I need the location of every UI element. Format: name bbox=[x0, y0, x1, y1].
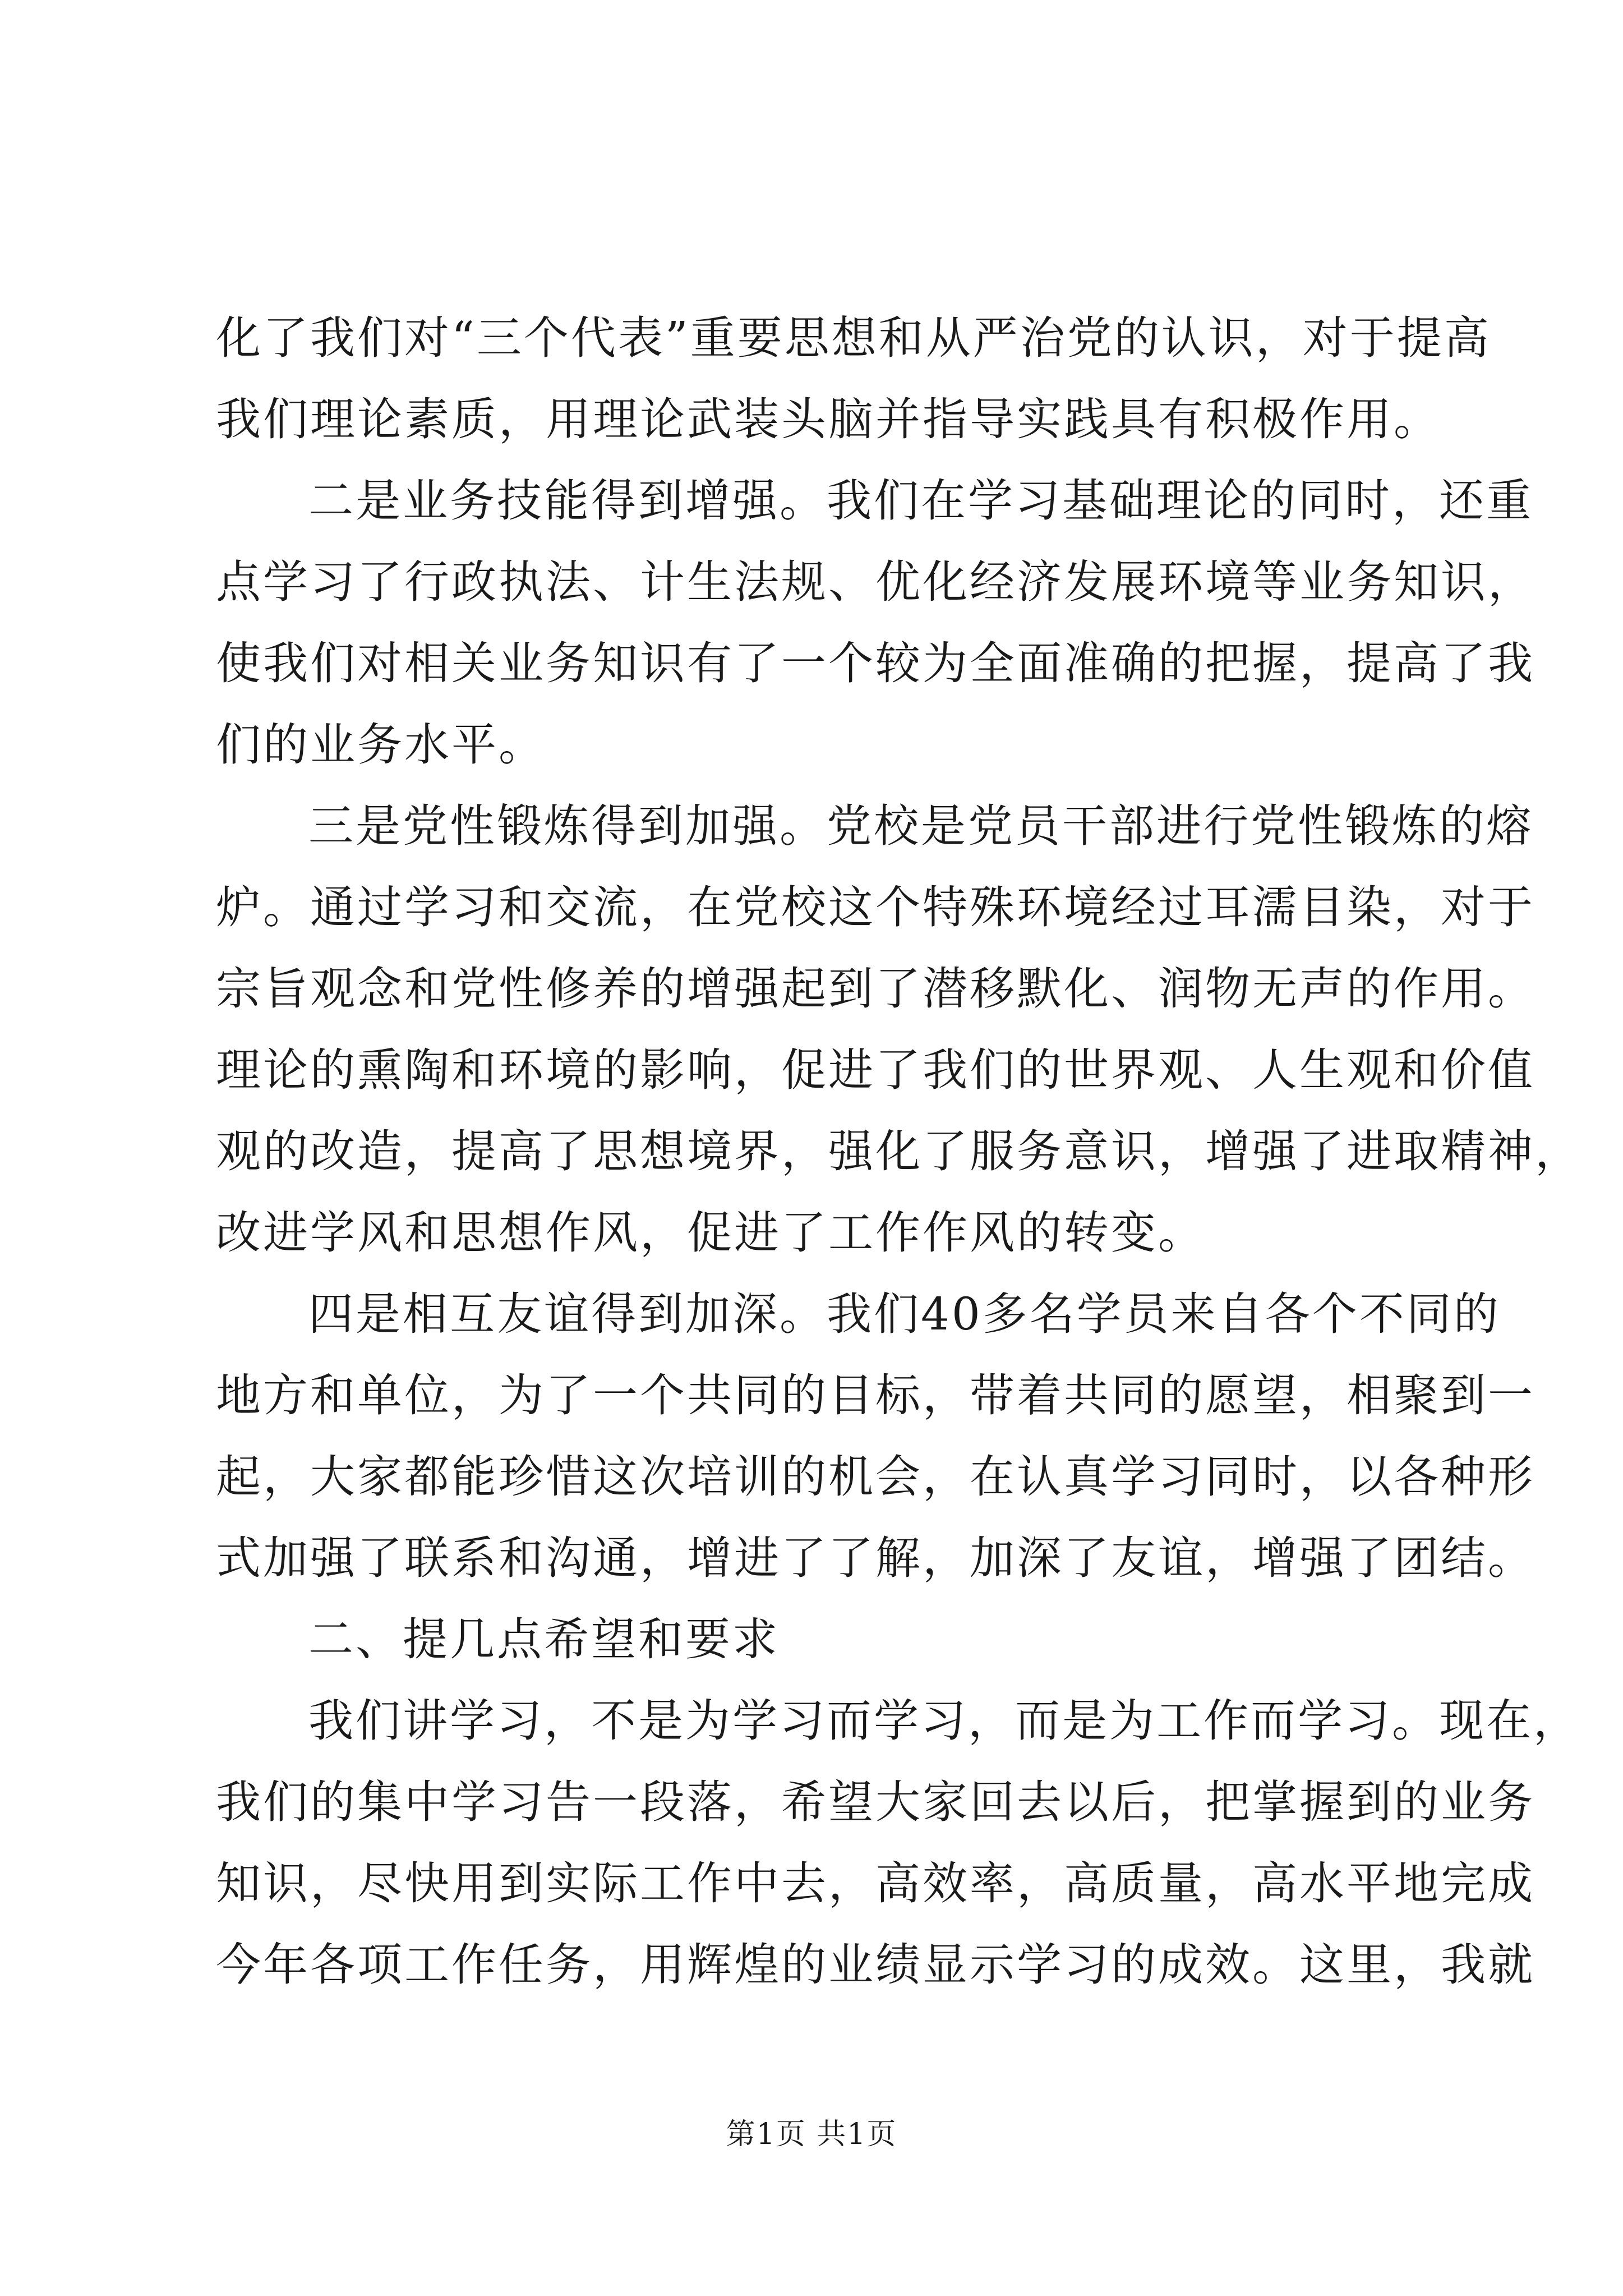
text-line: 起，大家都能珍惜这次培训的机会，在认真学习同时，以各种形 bbox=[216, 1451, 1535, 1503]
text-line: 点学习了行政执法、计生法规、优化经济发展环境等业务知识， bbox=[216, 556, 1535, 608]
section-heading: 二、提几点希望和要求 bbox=[308, 1613, 780, 1665]
text-line: 改进学风和思想作风，促进了工作作风的转变。 bbox=[216, 1207, 1205, 1259]
page-number-label: 第1页 共1页 bbox=[726, 2118, 897, 2151]
text-line: 我们的集中学习告一段落，希望大家回去以后，把掌握到的业务 bbox=[216, 1776, 1535, 1828]
text-line: 二是业务技能得到增强。我们在学习基础理论的同时，还重 bbox=[308, 475, 1533, 527]
page-footer bbox=[0, 2115, 1623, 2154]
text-line: 三是党性锻炼得到加强。党校是党员干部进行党性锻炼的熔 bbox=[308, 800, 1533, 852]
text-line: 我们理论素质，用理论武装头脑并指导实践具有积极作用。 bbox=[216, 393, 1441, 445]
document-body bbox=[216, 297, 1582, 2005]
text-line: 地方和单位，为了一个共同的目标，带着共同的愿望，相聚到一 bbox=[216, 1369, 1535, 1421]
text-line: 我们讲学习，不是为学习而学习，而是为工作而学习。现在， bbox=[308, 1695, 1580, 1747]
text-line: 知识，尽快用到实际工作中去，高效率，高质量，高水平地完成 bbox=[216, 1857, 1535, 1910]
text-line: 们的业务水平。 bbox=[216, 719, 546, 771]
text-line: 今年各项工作任务，用辉煌的业绩显示学习的成效。这里，我就 bbox=[216, 1939, 1535, 1991]
text-line: 使我们对相关业务知识有了一个较为全面准确的把握，提高了我 bbox=[216, 637, 1535, 689]
text-line: 炉。通过学习和交流，在党校这个特殊环境经过耳濡目染，对于 bbox=[216, 881, 1535, 933]
text-line: 式加强了联系和沟通，增进了了解，加深了友谊，增强了团结。 bbox=[216, 1532, 1535, 1584]
text-line: 理论的熏陶和环境的影响，促进了我们的世界观、人生观和价值 bbox=[216, 1044, 1535, 1096]
text-line: 宗旨观念和党性修养的增强起到了潜移默化、润物无声的作用。 bbox=[216, 963, 1535, 1015]
text-line: 观的改造，提高了思想境界，强化了服务意识，增强了进取精神， bbox=[216, 1125, 1582, 1177]
text-line: 化了我们对“三个代表”重要思想和从严治党的认识，对于提高 bbox=[216, 312, 1491, 364]
text-line: 四是相互友谊得到加深。我们40多名学员来自各个不同的 bbox=[308, 1288, 1501, 1340]
